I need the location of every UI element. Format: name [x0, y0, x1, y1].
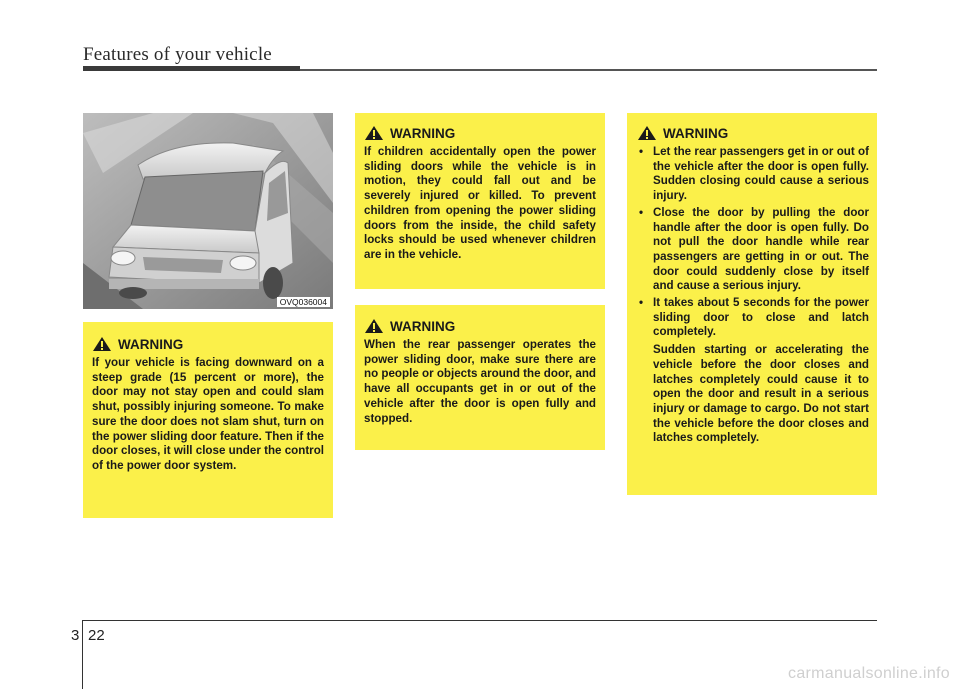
page-header-title: Features of your vehicle — [83, 44, 272, 65]
car-drawing — [83, 113, 333, 309]
list-item-paragraph: Sudden starting or accelerating the vehicle before the door closes and latches completely could cause it to open the door and result in a serious injury or damage to cargo. Do not start the vehicle before the door closes and latches completely. — [653, 343, 869, 445]
warning-body: If your vehicle is facing downward on a steep grade (15 percent or more), the door may not stay open and could slam shut, possibly injuring someone. To make sure the door does not slam shut, turn on the power sliding door feature. Then if the door closes, it will close under the control of the power door system. — [92, 356, 324, 472]
warning-body: When the rear passenger operates the power sliding door, make sure there are no people or objects around the door, and have all occupants get in or out of the vehicle after the door is open fully and stopped. — [364, 338, 596, 425]
warning-triangle-icon — [637, 125, 657, 141]
warning-heading-text: WARNING — [390, 318, 456, 334]
warning-heading-text: WARNING — [663, 125, 729, 141]
warning-bullet-list — [635, 145, 869, 446]
list-item-text: Close the door by pulling the door handle after the door is open fully. Do not pull the door handle while rear passengers are getting in or out. The door could suddenly close by itself and cause a serious injury. — [653, 205, 869, 293]
list-item-text: It takes about 5 seconds for the power sliding door to close and latch completely. — [653, 296, 869, 339]
list-item — [635, 296, 869, 446]
footer-rule-horizontal — [83, 620, 877, 621]
warning-heading — [637, 124, 869, 142]
warning-heading-text: WARNING — [118, 336, 184, 352]
warning-triangle-icon — [92, 336, 112, 352]
photo-code-label: OVQ036004 — [277, 297, 330, 307]
watermark: carmanualsonline.info — [788, 665, 950, 682]
list-item — [635, 206, 869, 294]
warning-heading — [92, 335, 324, 353]
footer-rule-vertical — [82, 620, 83, 689]
list-item-text: Let the rear passengers get in or out of the vehicle after the door is open fully. Sudden closing could cause a serious injury. — [653, 145, 869, 203]
warning-heading — [364, 124, 596, 142]
warning-box-children — [355, 113, 605, 289]
warning-box-rear-passenger — [355, 305, 605, 450]
car-illustration — [83, 113, 333, 309]
chapter-number: 3 — [71, 627, 80, 644]
warning-triangle-icon — [364, 318, 384, 334]
warning-heading — [364, 317, 596, 335]
header-rule-thin — [300, 69, 877, 71]
list-item — [635, 145, 869, 204]
warning-triangle-icon — [364, 125, 384, 141]
warning-heading-text: WARNING — [390, 125, 456, 141]
warning-box-steep-grade — [83, 322, 333, 518]
page-number: 22 — [88, 627, 105, 644]
warning-body: If children accidentally open the power sliding doors while the vehicle is in motion, they could fall out and be severely injured or killed. To prevent children from opening the power sliding doors from the inside, the child safety locks should be used whenever children are in the vehicle. — [364, 145, 596, 261]
warning-box-door-operation — [627, 113, 877, 495]
header-rule-thick — [83, 66, 300, 71]
